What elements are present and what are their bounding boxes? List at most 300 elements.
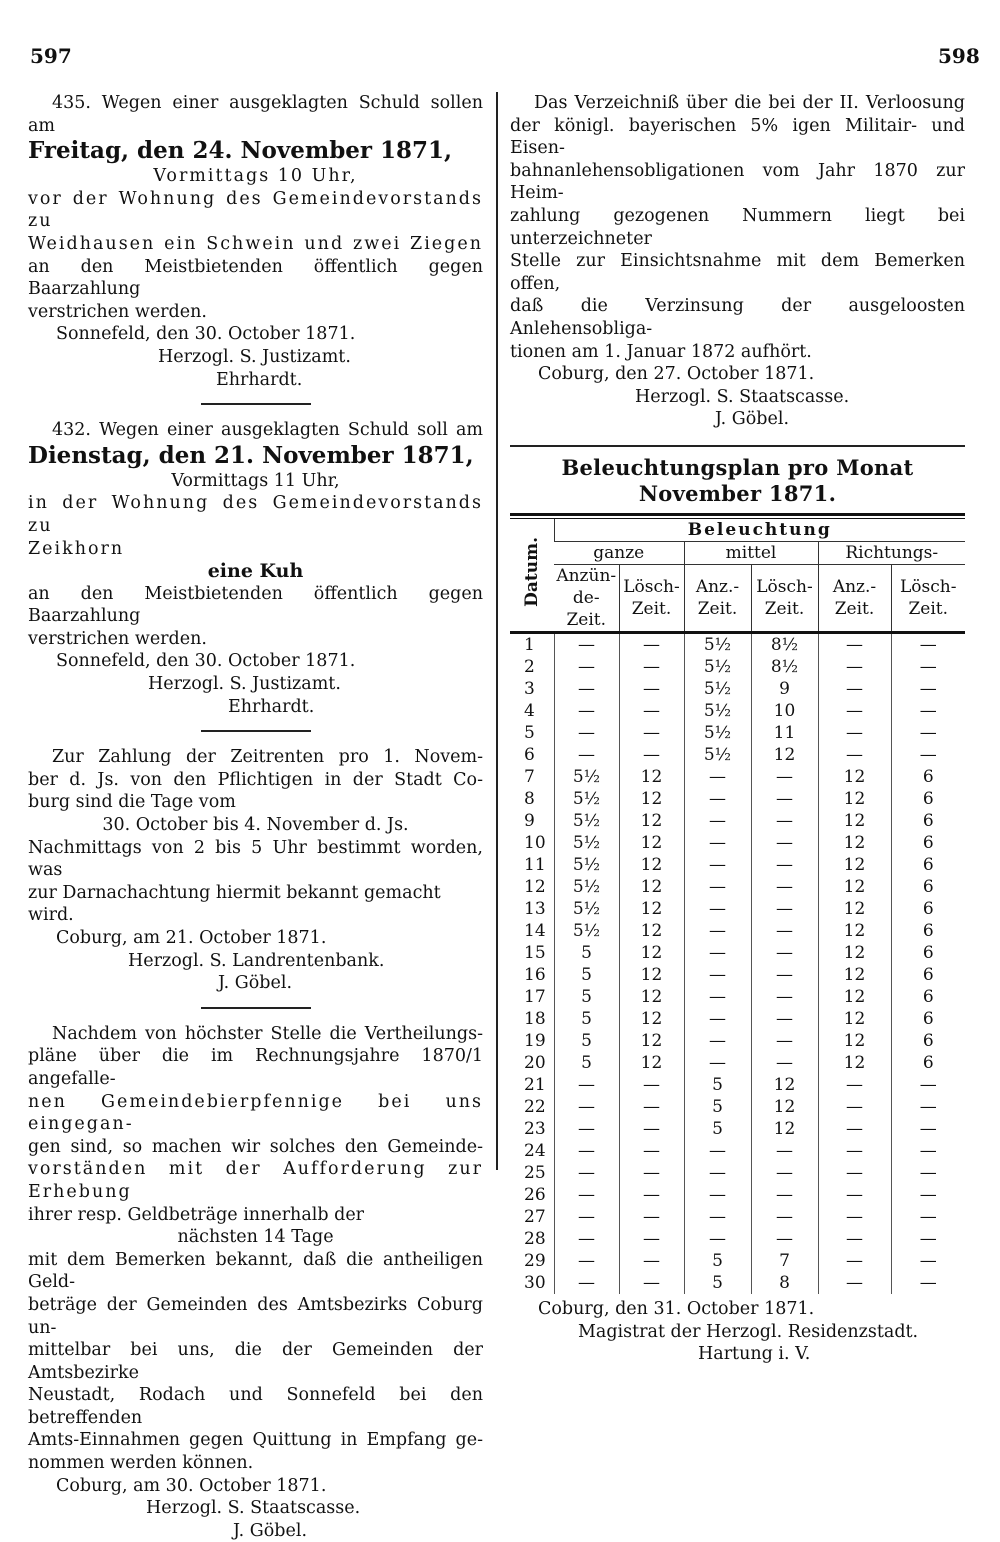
time-cell: — bbox=[684, 810, 751, 832]
time-cell: 5 bbox=[684, 1096, 751, 1118]
time-cell: — bbox=[684, 766, 751, 788]
time-cell: — bbox=[554, 1250, 619, 1272]
time-cell: — bbox=[891, 1272, 965, 1294]
time-cell: — bbox=[554, 1074, 619, 1096]
time-cell: 5 bbox=[554, 1008, 619, 1030]
time-cell: 5½ bbox=[554, 898, 619, 920]
notice-435 bbox=[28, 92, 483, 391]
table-row bbox=[510, 876, 965, 898]
date-cell: 17 bbox=[524, 986, 546, 1007]
time-cell: 6 bbox=[891, 898, 965, 920]
time-cell: — bbox=[684, 1140, 751, 1162]
time-cell: 12 bbox=[818, 832, 891, 854]
time-cell: — bbox=[554, 678, 619, 700]
time-cell: — bbox=[891, 1162, 965, 1184]
table-row bbox=[510, 810, 965, 832]
separator-rule bbox=[201, 1007, 311, 1009]
notice-text: Das Verzeichniß über die bei der II. Verloosung bbox=[534, 93, 965, 113]
time-cell: 12 bbox=[751, 1096, 818, 1118]
notice-text: Nachmittags von 2 bis 5 Uhr bestimmt worden, was bbox=[28, 837, 483, 881]
notice-text: bahnanlehensobligationen vom Jahr 1870 zur Heim- bbox=[510, 160, 965, 204]
time-cell: 5 bbox=[554, 942, 619, 964]
time-cell: 5 bbox=[684, 1250, 751, 1272]
notice-text: 30. October bis 4. November d. Js. bbox=[102, 815, 409, 836]
time-cell: 9 bbox=[751, 678, 818, 700]
table-row bbox=[510, 1162, 965, 1184]
time-cell: 12 bbox=[619, 788, 684, 810]
table-row bbox=[510, 898, 965, 920]
notice-text: 432. Wegen einer ausgeklagten Schuld soll am bbox=[52, 420, 483, 441]
separator-rule bbox=[510, 445, 965, 447]
time-cell: — bbox=[684, 832, 751, 854]
signatory-name: J. Göbel. bbox=[715, 409, 790, 430]
table-row bbox=[510, 942, 965, 964]
time-cell: — bbox=[684, 1228, 751, 1250]
time-cell: — bbox=[684, 1206, 751, 1228]
table-row bbox=[510, 1008, 965, 1030]
time-cell: — bbox=[751, 766, 818, 788]
time-cell: — bbox=[554, 656, 619, 678]
time-cell: — bbox=[891, 722, 965, 744]
time-cell: — bbox=[684, 854, 751, 876]
time-cell: — bbox=[891, 1250, 965, 1272]
time-cell: 5½ bbox=[684, 744, 751, 766]
time-cell: 5 bbox=[554, 1030, 619, 1052]
table-row bbox=[510, 986, 965, 1008]
time-cell: 8½ bbox=[751, 632, 818, 656]
table-row bbox=[510, 1206, 965, 1228]
date-cell: 19 bbox=[524, 1030, 546, 1051]
office-signature: Herzogl. S. Landrentenbank. bbox=[128, 950, 385, 971]
time-cell: 12 bbox=[619, 1008, 684, 1030]
date-cell: 2 bbox=[524, 656, 535, 677]
time-cell: — bbox=[554, 1140, 619, 1162]
notice-zeitrenten bbox=[28, 746, 483, 995]
time-cell: — bbox=[554, 744, 619, 766]
time-cell: — bbox=[818, 744, 891, 766]
time-cell: — bbox=[619, 722, 684, 744]
notice-text: Nachdem von höchster Stelle die Vertheilungs- bbox=[52, 1023, 483, 1044]
notice-text: in der Wohnung des Gemeindevorstands zu bbox=[28, 493, 483, 536]
time-cell: — bbox=[619, 1162, 684, 1184]
lighting-table bbox=[510, 519, 965, 1294]
notice-text: 435. Wegen einer ausgeklagten Schuld sollen am bbox=[28, 93, 483, 136]
date-cell: 14 bbox=[524, 920, 546, 941]
notice-text: vor der Wohnung des Gemeindevorstands zu bbox=[28, 188, 483, 232]
table-row bbox=[510, 1250, 965, 1272]
left-column bbox=[28, 92, 483, 1542]
time-cell: — bbox=[619, 1250, 684, 1272]
time-cell: — bbox=[818, 1162, 891, 1184]
time-cell: 5 bbox=[554, 986, 619, 1008]
time-cell: 6 bbox=[891, 788, 965, 810]
time-cell: — bbox=[818, 1272, 891, 1294]
place-date: Coburg, am 30. October 1871. bbox=[56, 1475, 327, 1496]
time-cell: 5½ bbox=[684, 722, 751, 744]
notice-text: gen sind, so machen wir solches den Gemeinde- bbox=[28, 1136, 483, 1157]
time-cell: 12 bbox=[619, 1052, 684, 1074]
time-cell: 6 bbox=[891, 986, 965, 1008]
notice-text: daß die Verzinsung der ausgeloosten Anlehensobliga- bbox=[510, 296, 965, 339]
time-cell: — bbox=[554, 632, 619, 656]
table-row bbox=[510, 722, 965, 744]
time-cell: 6 bbox=[891, 1008, 965, 1030]
time-cell: 12 bbox=[619, 964, 684, 986]
time-cell: — bbox=[751, 1206, 818, 1228]
date-cell: 28 bbox=[524, 1228, 546, 1249]
time-cell: — bbox=[751, 920, 818, 942]
time-cell: 6 bbox=[891, 920, 965, 942]
time-cell: 5 bbox=[684, 1118, 751, 1140]
time-cell: — bbox=[684, 1008, 751, 1030]
time-cell: 5½ bbox=[684, 656, 751, 678]
page-number-right: 598 bbox=[938, 44, 980, 68]
notice-text: Zeikhorn bbox=[28, 538, 125, 559]
group-header-mittel: mittel bbox=[684, 541, 818, 564]
time-cell: — bbox=[751, 1184, 818, 1206]
time-cell: 12 bbox=[818, 942, 891, 964]
time-cell: — bbox=[684, 1030, 751, 1052]
table-row bbox=[510, 832, 965, 854]
date-cell: 24 bbox=[524, 1140, 546, 1161]
time-cell: 12 bbox=[619, 898, 684, 920]
time-cell: — bbox=[891, 744, 965, 766]
time-cell: — bbox=[619, 1118, 684, 1140]
date-cell: 4 bbox=[524, 700, 535, 721]
table-row bbox=[510, 1228, 965, 1250]
table-row bbox=[510, 1074, 965, 1096]
time-cell: — bbox=[751, 788, 818, 810]
time-cell: 12 bbox=[818, 964, 891, 986]
time-cell: — bbox=[891, 1118, 965, 1140]
notice-text: pläne über die im Rechnungsjahre 1870/1 angefalle- bbox=[28, 1046, 483, 1089]
time-cell: 12 bbox=[818, 920, 891, 942]
time-cell: — bbox=[684, 876, 751, 898]
time-cell: — bbox=[554, 722, 619, 744]
table-row bbox=[510, 1052, 965, 1074]
time-cell: 12 bbox=[619, 832, 684, 854]
time-cell: — bbox=[891, 1184, 965, 1206]
table-row bbox=[510, 656, 965, 678]
notice-text: Neustadt, Rodach und Sonnefeld bei den betreffenden bbox=[28, 1385, 483, 1428]
time-cell: 12 bbox=[818, 766, 891, 788]
date-cell: 30 bbox=[524, 1272, 546, 1293]
time-cell: — bbox=[554, 1184, 619, 1206]
time-cell: — bbox=[684, 1162, 751, 1184]
date-cell: 29 bbox=[524, 1250, 546, 1271]
time-cell: — bbox=[818, 678, 891, 700]
time-cell: — bbox=[891, 1140, 965, 1162]
auction-date: Freitag, den 24. November 1871, bbox=[28, 137, 453, 165]
time-cell: — bbox=[751, 832, 818, 854]
table-row bbox=[510, 854, 965, 876]
time-cell: 6 bbox=[891, 854, 965, 876]
office-signature: Magistrat der Herzogl. Residenzstadt. bbox=[578, 1321, 919, 1342]
table-row bbox=[510, 1272, 965, 1294]
time-cell: — bbox=[891, 656, 965, 678]
time-cell: 8½ bbox=[751, 656, 818, 678]
time-cell: 12 bbox=[619, 920, 684, 942]
lighting-table-body bbox=[510, 632, 965, 1294]
office-signature: Herzogl. S. Staatscasse. bbox=[635, 386, 850, 407]
date-cell: 27 bbox=[524, 1206, 546, 1227]
table-row bbox=[510, 964, 965, 986]
date-cell: 8 bbox=[524, 788, 535, 809]
date-cell: 18 bbox=[524, 1008, 546, 1029]
time-cell: 12 bbox=[619, 986, 684, 1008]
page-number-left: 597 bbox=[30, 44, 72, 68]
time-cell: 12 bbox=[818, 1030, 891, 1052]
time-cell: — bbox=[818, 1228, 891, 1250]
time-cell: — bbox=[891, 1096, 965, 1118]
notice-text: tionen am 1. Januar 1872 aufhört. bbox=[510, 341, 812, 362]
time-cell: — bbox=[684, 964, 751, 986]
date-cell: 25 bbox=[524, 1162, 546, 1183]
time-cell: — bbox=[554, 1118, 619, 1140]
table-row bbox=[510, 1030, 965, 1052]
office-signature: Herzogl. S. Justizamt. bbox=[158, 346, 351, 367]
time-cell: — bbox=[751, 1008, 818, 1030]
notice-text: burg sind die Tage vom bbox=[28, 792, 236, 813]
time-cell: 12 bbox=[751, 744, 818, 766]
office-signature: Herzogl. S. Staatscasse. bbox=[146, 1498, 361, 1519]
table-row bbox=[510, 1096, 965, 1118]
place-date: Coburg, am 21. October 1871. bbox=[56, 928, 327, 948]
place-date: Coburg, den 31. October 1871. bbox=[538, 1298, 815, 1319]
time-cell: — bbox=[684, 942, 751, 964]
signatory-name: J. Göbel. bbox=[218, 973, 293, 994]
date-cell: 16 bbox=[524, 964, 546, 985]
table-row bbox=[510, 1118, 965, 1140]
date-cell: 21 bbox=[524, 1074, 546, 1095]
time-cell: 6 bbox=[891, 766, 965, 788]
notice-text: mit dem Bemerken bekannt, daß die antheiligen Geld- bbox=[28, 1249, 483, 1293]
date-cell: 5 bbox=[524, 722, 535, 743]
time-cell: — bbox=[619, 1096, 684, 1118]
place-date: Coburg, den 27. October 1871. bbox=[538, 364, 815, 385]
date-cell: 15 bbox=[524, 942, 546, 963]
date-cell: 23 bbox=[524, 1118, 546, 1139]
notice-text: ber d. Js. von den Pflichtigen in der Stadt Co- bbox=[28, 769, 483, 790]
time-cell: — bbox=[619, 1140, 684, 1162]
time-cell: 12 bbox=[818, 898, 891, 920]
time-cell: — bbox=[619, 632, 684, 656]
notice-text: zahlung gezogenen Nummern liegt bei unterzeichneter bbox=[510, 205, 965, 249]
time-cell: 5 bbox=[554, 1052, 619, 1074]
time-cell: 5½ bbox=[554, 788, 619, 810]
notice-verloosung bbox=[510, 92, 965, 431]
column-divider bbox=[496, 92, 498, 1170]
time-cell: 5½ bbox=[554, 832, 619, 854]
time-cell: — bbox=[554, 700, 619, 722]
table-row bbox=[510, 744, 965, 766]
separator-rule bbox=[201, 403, 311, 405]
time-cell: 6 bbox=[891, 810, 965, 832]
notice-text: vorständen mit der Aufforderung zur Erhebung bbox=[28, 1159, 483, 1202]
notice-text: an den Meistbietenden öffentlich gegen Baarzahlung bbox=[28, 583, 483, 627]
notice-432 bbox=[28, 419, 483, 718]
time-cell: 5 bbox=[554, 964, 619, 986]
notice-text: verstrichen werden. bbox=[28, 301, 207, 322]
right-column bbox=[510, 92, 965, 1366]
notice-text: der königl. bayerischen 5% igen Militair- und Eisen- bbox=[510, 115, 965, 159]
time-cell: — bbox=[751, 876, 818, 898]
date-cell: 7 bbox=[524, 766, 535, 787]
time-cell: — bbox=[751, 854, 818, 876]
time-cell: — bbox=[818, 1096, 891, 1118]
col-header-anzuende: Anzün- de-Zeit. bbox=[554, 564, 619, 632]
time-cell: — bbox=[891, 1206, 965, 1228]
time-cell: 5½ bbox=[684, 632, 751, 656]
time-cell: 12 bbox=[818, 788, 891, 810]
time-cell: 5 bbox=[684, 1272, 751, 1294]
table-row bbox=[510, 632, 965, 656]
col-header-loesch: Lösch- Zeit. bbox=[751, 564, 818, 632]
time-cell: 12 bbox=[619, 942, 684, 964]
time-cell: — bbox=[619, 678, 684, 700]
date-cell: 10 bbox=[524, 832, 546, 853]
time-cell: 12 bbox=[619, 766, 684, 788]
time-cell: — bbox=[684, 1184, 751, 1206]
date-cell: 22 bbox=[524, 1096, 546, 1117]
time-cell: 12 bbox=[818, 1052, 891, 1074]
col-header-anz: Anz.- Zeit. bbox=[818, 564, 891, 632]
time-cell: 6 bbox=[891, 1030, 965, 1052]
time-cell: — bbox=[554, 1228, 619, 1250]
date-cell: 1 bbox=[510, 632, 554, 656]
time-cell: 12 bbox=[818, 1008, 891, 1030]
lighting-plan-title: Beleuchtungsplan pro Monat November 1871. bbox=[561, 454, 914, 506]
time-cell: 5½ bbox=[554, 810, 619, 832]
time-cell: — bbox=[891, 632, 965, 656]
time-cell: 6 bbox=[891, 964, 965, 986]
table-row bbox=[510, 788, 965, 810]
auction-time: Vormittags 11 Uhr, bbox=[171, 470, 340, 491]
time-cell: 5½ bbox=[554, 854, 619, 876]
time-cell: — bbox=[619, 1228, 684, 1250]
time-cell: — bbox=[818, 632, 891, 656]
time-cell: — bbox=[818, 1184, 891, 1206]
time-cell: — bbox=[751, 964, 818, 986]
date-cell: 9 bbox=[524, 810, 535, 831]
date-cell: 3 bbox=[524, 678, 535, 699]
separator-rule bbox=[201, 730, 311, 732]
time-cell: — bbox=[554, 1272, 619, 1294]
time-cell: — bbox=[751, 1228, 818, 1250]
time-cell: 5½ bbox=[684, 678, 751, 700]
time-cell: — bbox=[684, 898, 751, 920]
notice-text: nen Gemeindebierpfennige bei uns eingegan- bbox=[28, 1091, 483, 1135]
time-cell: — bbox=[818, 722, 891, 744]
time-cell: — bbox=[818, 700, 891, 722]
time-cell: 10 bbox=[751, 700, 818, 722]
time-cell: 6 bbox=[891, 876, 965, 898]
datum-header: Datum. bbox=[510, 519, 554, 633]
time-cell: — bbox=[818, 1206, 891, 1228]
group-header-ganze: ganze bbox=[554, 541, 684, 564]
col-header-anz: Anz.- Zeit. bbox=[684, 564, 751, 632]
time-cell: — bbox=[619, 700, 684, 722]
notice-text: ihrer resp. Geldbeträge innerhalb der bbox=[28, 1204, 365, 1225]
office-signature: Herzogl. S. Justizamt. bbox=[148, 674, 341, 695]
notice-text: Stelle zur Einsichtsnahme mit dem Bemerken offen, bbox=[510, 251, 965, 294]
time-cell: — bbox=[891, 678, 965, 700]
date-cell: 20 bbox=[524, 1052, 546, 1073]
time-cell: 5 bbox=[684, 1074, 751, 1096]
notice-text: Amts-Einnahmen gegen Quittung in Empfang ge- bbox=[28, 1430, 483, 1451]
col-header-loesch: Lösch- Zeit. bbox=[891, 564, 965, 632]
time-cell: — bbox=[684, 788, 751, 810]
time-cell: — bbox=[751, 1140, 818, 1162]
time-cell: 6 bbox=[891, 1052, 965, 1074]
time-cell: — bbox=[818, 1250, 891, 1272]
signatory-name: Hartung i. V. bbox=[698, 1344, 811, 1365]
time-cell: 12 bbox=[818, 854, 891, 876]
notice-text: nommen werden können. bbox=[28, 1453, 254, 1474]
table-row bbox=[510, 1184, 965, 1206]
time-cell: — bbox=[554, 1162, 619, 1184]
col-header-loesch: Lösch- Zeit. bbox=[619, 564, 684, 632]
time-cell: 12 bbox=[818, 986, 891, 1008]
time-cell: — bbox=[619, 1074, 684, 1096]
time-cell: — bbox=[554, 1206, 619, 1228]
time-cell: 8 bbox=[751, 1272, 818, 1294]
auction-date: Dienstag, den 21. November 1871, bbox=[28, 441, 474, 469]
time-cell: 11 bbox=[751, 722, 818, 744]
notice-text: zur Darnachachtung hiermit bekannt gemacht wird. bbox=[28, 882, 441, 926]
time-cell: — bbox=[891, 1074, 965, 1096]
time-cell: 12 bbox=[818, 876, 891, 898]
time-cell: — bbox=[619, 1184, 684, 1206]
time-cell: — bbox=[619, 1206, 684, 1228]
time-cell: — bbox=[554, 1096, 619, 1118]
time-cell: 6 bbox=[891, 832, 965, 854]
time-cell: 6 bbox=[891, 942, 965, 964]
date-cell: 26 bbox=[524, 1184, 546, 1205]
table-row bbox=[510, 920, 965, 942]
time-cell: — bbox=[751, 898, 818, 920]
notice-text: verstrichen werden. bbox=[28, 628, 207, 649]
time-cell: — bbox=[619, 656, 684, 678]
group-header-richtungs: Richtungs- bbox=[818, 541, 965, 564]
notice-text: Weidhausen ein Schwein und zwei Ziegen bbox=[28, 233, 483, 254]
time-cell: 5½ bbox=[554, 920, 619, 942]
signatory-name: Ehrhardt. bbox=[216, 369, 303, 390]
time-cell: 5½ bbox=[554, 876, 619, 898]
time-cell: — bbox=[751, 986, 818, 1008]
notice-text: beträge der Gemeinden des Amtsbezirks Coburg un- bbox=[28, 1294, 483, 1338]
time-cell: — bbox=[818, 1140, 891, 1162]
date-cell: 11 bbox=[524, 854, 546, 875]
notice-text: nächsten 14 Tage bbox=[177, 1227, 334, 1248]
time-cell: 5½ bbox=[684, 700, 751, 722]
time-cell: 12 bbox=[619, 1030, 684, 1052]
lighting-signature bbox=[510, 1298, 965, 1366]
beleuchtung-header: Beleuchtung bbox=[554, 519, 965, 542]
time-cell: — bbox=[684, 920, 751, 942]
time-cell: — bbox=[684, 986, 751, 1008]
time-cell: 12 bbox=[751, 1118, 818, 1140]
signatory-name: J. Göbel. bbox=[233, 1520, 308, 1541]
time-cell: — bbox=[891, 1228, 965, 1250]
auction-time: Vormittags 10 Uhr, bbox=[153, 166, 358, 187]
date-cell: 12 bbox=[524, 876, 546, 897]
time-cell: — bbox=[891, 700, 965, 722]
table-row bbox=[510, 700, 965, 722]
date-cell: 6 bbox=[524, 744, 535, 765]
time-cell: — bbox=[818, 1074, 891, 1096]
signatory-name: Ehrhardt. bbox=[228, 696, 315, 717]
